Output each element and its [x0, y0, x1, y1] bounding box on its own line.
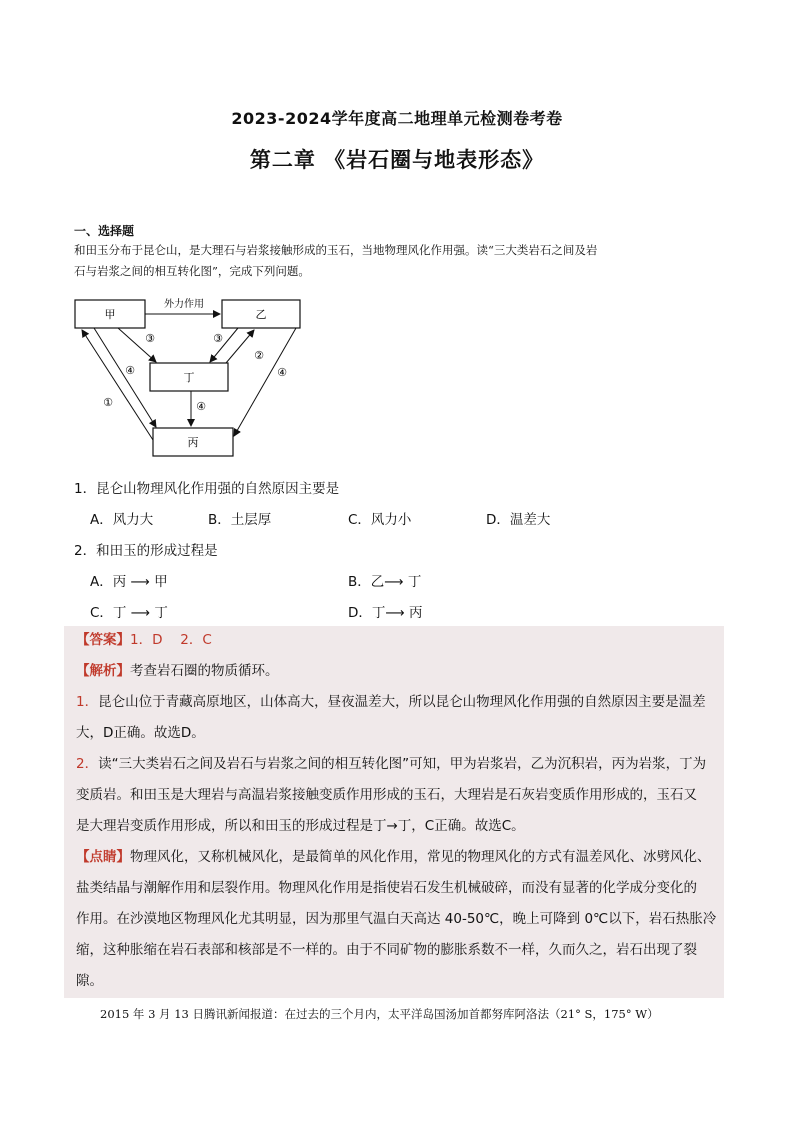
arrow-yi-bing: [234, 328, 296, 436]
q2-option-c[interactable]: C．丁 ⟶ 丁: [90, 605, 168, 621]
q2-option-b[interactable]: B．乙⟶ 丁: [348, 574, 422, 590]
tip-line-2: 盐类结晶与潮解作用和层裂作用。物理风化作用是指使岩石发生机械破碎，而没有显著的化学成分变化的: [76, 880, 697, 896]
q2-option-a[interactable]: A．丙 ⟶ 甲: [90, 574, 168, 590]
tip-line-1: 【点睛】物理风化，又称机械风化，是最简单的风化作用，常见的物理风化的方式有温差风化、冰劈风化、: [76, 849, 711, 865]
q2-option-d[interactable]: D．丁⟶ 丙: [348, 605, 423, 621]
answer-tag: 【答案】: [76, 632, 130, 648]
answer-block: [64, 626, 724, 998]
label-4b: ④: [277, 366, 287, 379]
q1-option-d[interactable]: D．温差大: [486, 512, 551, 528]
arrow-ding-yi-2: [226, 330, 254, 363]
tip-line-5: 隙。: [76, 973, 103, 989]
label-3b: ③: [213, 332, 223, 345]
q1-option-b[interactable]: B．土层厚: [208, 512, 272, 528]
exam-title: 2023-2024学年度高二地理单元检测卷考卷: [231, 109, 563, 128]
label-2: ②: [254, 349, 264, 362]
intro-line-1: 和田玉分布于昆仑山，是大理石与岩浆接触形成的玉石，当地物理风化作用强。读“三大类岩石之间及岩: [74, 243, 598, 257]
q1-option-a[interactable]: A．风力大: [90, 512, 154, 528]
analysis-1-line-2: 大，D正确。故选D。: [76, 725, 205, 741]
analysis-intro: 考查岩石圈的物质循环。: [130, 663, 279, 679]
box-yi-label: 乙: [255, 308, 267, 321]
analysis-2-line-1: 2．读“三大类岩石之间及岩石与岩浆之间的相互转化图”可知，甲为岩浆岩，乙为沉积岩，丙为岩浆，丁为: [76, 756, 707, 772]
intro-paragraph: [74, 240, 724, 282]
intro-line-2: 石与岩浆之间的相互转化图”，完成下列问题。: [74, 264, 310, 278]
box-bing-label: 丙: [187, 436, 199, 449]
label-1: ①: [103, 396, 113, 409]
analysis-line: [76, 661, 279, 681]
analysis-2-line-3: 是大理岩变质作用形成，所以和田玉的形成过程是丁→丁，C正确。故选C。: [76, 818, 525, 834]
question-1-stem: 1．昆仑山物理风化作用强的自然原因主要是: [74, 481, 340, 497]
box-jia-label: 甲: [104, 308, 116, 321]
tip-line-3: 作用。在沙漠地区物理风化尤其明显，因为那里气温白天高达 40-50℃，晚上可降到 0℃以下，岩石热胀冷: [76, 911, 717, 927]
chapter-title: 第二章 《岩石圈与地表形态》: [249, 148, 545, 172]
q1-option-c[interactable]: C．风力小: [348, 512, 412, 528]
analysis-2-line-2: 变质岩。和田玉是大理岩与高温岩浆接触变质作用形成的玉石，大理岩是石灰岩变质作用形成的，玉石又: [76, 787, 697, 803]
rock-cycle-diagram: [60, 290, 320, 460]
section-heading: 一、选择题: [74, 224, 135, 238]
tip-tag: 【点睛】: [76, 849, 130, 865]
answer-text: 1．D 2．C: [130, 632, 212, 648]
label-4c: ④: [196, 400, 206, 413]
next-question-intro: 2015 年 3 月 13 日腾讯新闻报道：在过去的三个月内，太平洋岛国汤加首都努库阿洛法（21° S，175° W）: [100, 1007, 659, 1021]
label-4a: ④: [125, 364, 135, 377]
arrow-bing-jia: [82, 330, 153, 440]
answer-line: [76, 630, 212, 650]
label-3a: ③: [145, 332, 155, 345]
tip-line-4: 缩，这种胀缩在岩石表部和核部是不一样的。由于不同矿物的膨胀系数不一样，久而久之，岩石出现了裂: [76, 942, 697, 958]
question-2-stem: 2．和田玉的形成过程是: [74, 543, 218, 559]
analysis-1-line-1: 1．昆仑山位于青藏高原地区，山体高大，昼夜温差大，所以昆仑山物理风化作用强的自然原因主要是温差: [76, 694, 706, 710]
label-external-force: 外力作用: [164, 299, 204, 310]
analysis-tag: 【解析】: [76, 663, 130, 679]
box-ding-label: 丁: [183, 371, 195, 384]
